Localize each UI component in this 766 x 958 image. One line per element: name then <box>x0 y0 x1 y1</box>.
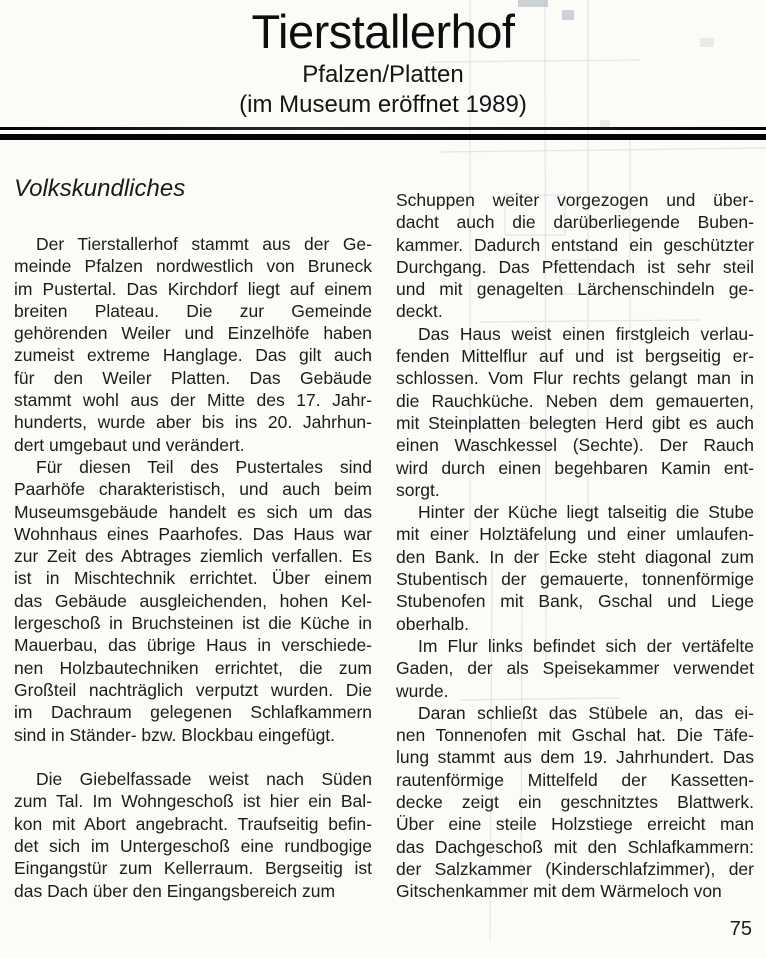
text-line: wird durch einen begehbaren Kamin ent- <box>396 457 754 478</box>
paragraph <box>396 189 754 323</box>
page-subtitle-year: (im Museum eröffnet 1989) <box>239 91 527 118</box>
text-line: Stubenofen mit Bank, Gschal und Liege <box>396 591 754 612</box>
text-line: lergeschoß in Bruchsteinen ist die Küche in <box>14 613 372 634</box>
paragraph <box>14 233 372 456</box>
text-line: zur Zeit des Abtrages ziemlich verfallen. Es <box>14 546 372 567</box>
text-line: gehörenden Weiler und Einzelhöfe haben <box>14 323 372 344</box>
section-heading: Volkskundliches <box>14 175 186 202</box>
text-line: lung stammt aus dem 19. Jahrhundert. Das <box>396 747 754 768</box>
text-line: breiten Plateau. Die zur Gemeinde <box>14 300 372 321</box>
text-line: hunderts, wurde aber bis ins 20. Jahrhun- <box>14 412 372 433</box>
text-line: Großteil nachträglich verputzt wurden. Die <box>14 679 372 700</box>
text-line: Daran schließt das Stübele an, das ei- <box>418 702 754 723</box>
text-line: wurde. <box>396 680 449 701</box>
text-line: Mauerbau, das übrige Haus in verschiede- <box>14 635 372 656</box>
text-line: Gitschenkammer mit dem Wärmeloch von <box>396 881 722 902</box>
text-line: den Bank. In der Ecke steht diagonal zum <box>396 546 754 567</box>
text-line: im Dachraum gelegenen Schlafkammern <box>14 702 372 723</box>
text-line: Paarhöfe charakteristisch, und auch beim <box>14 479 372 500</box>
text-line: dert umgebaut und verändert. <box>14 434 245 455</box>
text-line: Das Haus weist einen firstgleich verlau- <box>418 323 754 344</box>
text-line: Stubentisch der gemauerte, tonnenförmige <box>396 569 754 590</box>
text-line: fenden Mittelflur auf und ist bergseitig er- <box>396 346 754 367</box>
paragraph <box>396 635 754 702</box>
text-line: einen Waschkessel (Sechte). Der Rauch <box>396 435 754 456</box>
text-line: zum Tal. Im Wohngeschoß ist hier ein Bal- <box>14 791 372 812</box>
left-column <box>14 176 372 902</box>
text-line: im Pustertal. Das Kirchdorf liegt auf einem <box>14 278 372 299</box>
text-line: oberhalb. <box>396 613 469 634</box>
page-header <box>0 6 766 118</box>
page-title: Tierstallerhof <box>251 5 515 58</box>
text-line: meinde Pfalzen nordwestlich von Bruneck <box>14 256 372 277</box>
text-line: Gaden, der als Speisekammer verwendet <box>396 658 754 679</box>
text-line: stammt wohl aus der Mitte des 17. Jahr- <box>14 390 372 411</box>
text-line: Eingangstür zum Kellerraum. Bergseitig ist <box>14 858 372 879</box>
text-line: Durchgang. Das Pfettendach ist sehr steil <box>396 256 754 277</box>
text-line: zumeist extreme Hanglage. Das gilt auch <box>14 345 372 366</box>
paragraph <box>396 323 754 501</box>
text-line: die Rauchküche. Neben dem gemauerten, <box>396 390 754 411</box>
text-line: das Dachgeschoß mit den Schlafkammern: <box>396 836 754 857</box>
paragraph <box>14 768 372 902</box>
text-line: det sich im Untergeschoß eine rundbogige <box>14 836 372 857</box>
text-line: sind in Ständer- bzw. Blockbau eingefügt. <box>14 724 336 745</box>
paragraph <box>14 456 372 746</box>
text-line: nen Holzbautechniken errichtet, die zum <box>14 657 372 678</box>
text-line: schlossen. Vom Flur rechts gelangt man in <box>396 368 754 389</box>
header-rule-thin <box>0 127 766 130</box>
text-line: deckt. <box>396 301 443 322</box>
text-line: Für diesen Teil des Pustertales sind <box>36 456 372 477</box>
header-rule-thick <box>0 134 766 140</box>
page-number: 75 <box>729 918 752 940</box>
text-line: Wohnhaus eines Paarhofes. Das Haus war <box>14 523 372 544</box>
text-line: Über eine steile Holzstiege erreicht man <box>396 814 754 835</box>
text-line: das Dach über den Eingangsbereich zum <box>14 880 336 901</box>
text-line: ist in Mischtechnik errichtet. Über einem <box>14 568 372 589</box>
text-line: kon mit Abort angebracht. Traufseitig befin- <box>14 813 372 834</box>
text-line: mit Steinplatten belegten Herd gibt es auch <box>396 412 754 433</box>
paragraph <box>396 501 754 635</box>
text-line: das Gebäude ausgleichenden, hohen Kel- <box>14 590 372 611</box>
text-line: Museumsgebäude handelt es sich um das <box>14 501 372 522</box>
text-line: Schuppen weiter vorgezogen und über- <box>396 190 754 210</box>
text-line: Die Giebelfassade weist nach Süden <box>36 769 372 790</box>
text-line: der Salzkammer (Kinderschlafzimmer), der <box>396 858 754 879</box>
text-line: und mit genagelten Lärchenschindeln ge- <box>396 279 754 300</box>
text-line: Hinter der Küche liegt talseitig die Stube <box>418 502 754 523</box>
text-line: dacht auch die darüberliegende Buben- <box>396 212 754 233</box>
text-line: decke zeigt ein geschnitztes Blattwerk. <box>396 792 754 813</box>
text-line: kammer. Dadurch entstand ein geschützter <box>396 234 754 255</box>
right-column <box>396 189 754 903</box>
page-subtitle-place: Pfalzen/Platten <box>302 61 464 88</box>
text-line: nen Tonnenofen mit Gschal hat. Die Täfe- <box>396 725 754 746</box>
text-line: Der Tierstallerhof stammt aus der Ge- <box>36 234 372 254</box>
text-line: Im Flur links befindet sich der vertäfelte <box>418 635 754 656</box>
paragraph <box>396 702 754 903</box>
text-line: rautenförmige Mittelfeld der Kassetten- <box>396 769 754 790</box>
text-line: sorgt. <box>396 479 440 500</box>
left-column-paragraphs <box>14 233 372 902</box>
text-line: mit einer Holztäfelung und einer umlaufen- <box>396 524 754 545</box>
right-column-paragraphs <box>396 189 754 903</box>
text-line: für den Weiler Platten. Das Gebäude <box>14 367 372 388</box>
